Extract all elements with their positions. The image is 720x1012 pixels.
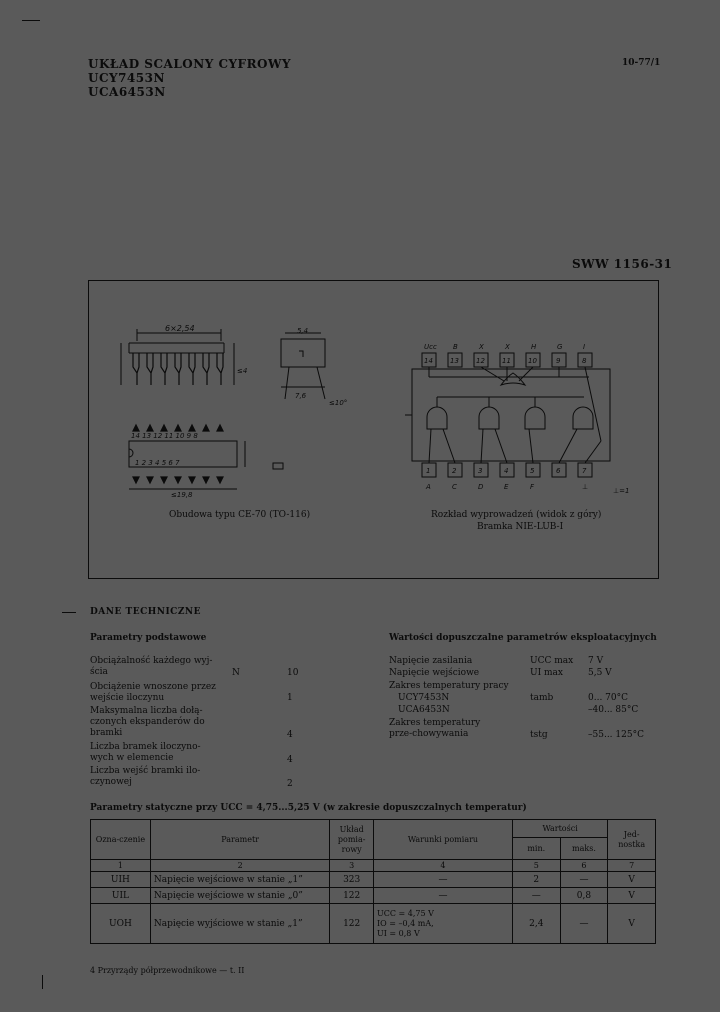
col-number: 3 — [330, 860, 374, 872]
svg-text:A: A — [426, 483, 431, 491]
svg-text:12: 12 — [476, 357, 485, 365]
footer-mark — [42, 975, 43, 989]
svg-text:D: D — [478, 483, 484, 491]
row-symbol: UIH — [91, 872, 151, 888]
limit-sym-5: tstg — [530, 730, 548, 740]
basic-param-sym-0: N — [232, 668, 240, 678]
svg-text:1: 1 — [426, 467, 431, 475]
table-row — [91, 888, 656, 904]
row-circuit: 323 — [330, 872, 374, 888]
svg-text:E: E — [504, 483, 509, 491]
pinout-diagram — [405, 353, 610, 477]
row-max: — — [560, 904, 608, 944]
pinout-caption-2: Bramka NIE-LUB-I — [477, 522, 564, 532]
svg-text:2: 2 — [452, 467, 457, 475]
row-min: — — [512, 888, 560, 904]
row-symbol: UIL — [91, 888, 151, 904]
limit-name-0: Napięcie zasilania — [389, 656, 473, 666]
svg-text:C: C — [452, 483, 457, 491]
row-condition-1: UCC = 4,75 V — [376, 908, 434, 918]
row-unit: V — [608, 888, 656, 904]
title-line1: UKŁAD SCALONY CYFROWY — [88, 57, 292, 71]
svg-text:⊥=1: ⊥=1 — [613, 487, 630, 495]
svg-text:3: 3 — [478, 467, 483, 475]
col-number: 4 — [373, 860, 512, 872]
limit-name-5: Zakres temperatury prze-chowywania — [389, 718, 481, 739]
table-row — [91, 872, 656, 888]
svg-text:≤4: ≤4 — [237, 367, 248, 375]
limit-name-2: Zakres temperatury pracy — [389, 681, 509, 691]
svg-text:X: X — [479, 343, 484, 351]
package-end-view — [281, 333, 325, 399]
row-max: — — [560, 872, 608, 888]
svg-text:4: 4 — [504, 467, 509, 475]
row-circuit: 122 — [330, 904, 374, 944]
basic-param-val-3: 4 — [287, 755, 293, 765]
basic-param-val-4: 2 — [287, 779, 293, 789]
basic-param-name-2: Maksymalna liczba dołą-czonych ekspanderów do bramki — [90, 706, 205, 738]
svg-text:G: G — [557, 343, 563, 351]
pinout-caption-1: Rozkład wyprowadzeń (widok z góry) — [431, 510, 602, 520]
row-min: 2,4 — [512, 904, 560, 944]
row-param: Napięcie wejściowe w stanie „1” — [150, 872, 330, 888]
basic-param-name-0: Obciążalność każdego wyj-ścia — [90, 656, 213, 677]
row-conditions: — — [373, 872, 512, 888]
limit-sym-1: UI max — [530, 668, 563, 678]
svg-text:5: 5 — [530, 467, 535, 475]
footer-text: 4 Przyrządy półprzewodnikowe — t. II — [90, 966, 245, 975]
row-condition-3: UI = 0,8 V — [376, 928, 420, 938]
basic-param-name-3: Liczba bramek iloczyno-wych w elemencie — [90, 742, 201, 763]
static-title: Parametry statyczne przy UCC = 4,75...5,25 V (w zakresie dopuszczalnych temperatur) — [90, 803, 527, 813]
svg-text:⊥: ⊥ — [582, 483, 589, 491]
limit-val-5: –55... 125°C — [588, 730, 644, 740]
col-number: 2 — [150, 860, 330, 872]
col-header-max: maks. — [560, 838, 608, 860]
limit-val-0: 7 V — [588, 656, 604, 666]
svg-text:I: I — [583, 343, 586, 351]
limit-val-3: 0... 70°C — [588, 693, 629, 703]
corner-mark — [22, 20, 40, 21]
basic-param-val-2: 4 — [287, 730, 293, 740]
title-line3: UCA6453N — [88, 85, 166, 99]
svg-text:≤10°: ≤10° — [329, 399, 348, 407]
col-header-param: Parametr — [150, 820, 330, 860]
dim-pitch-label: 6×2,54 — [165, 324, 195, 333]
svg-text:B: B — [453, 343, 458, 351]
svg-text:X: X — [505, 343, 510, 351]
package-caption: Obudowa typu CE-70 (TO-116) — [169, 510, 311, 520]
limit-sym-3: tamb — [530, 693, 554, 703]
basic-param-val-0: 10 — [287, 668, 299, 678]
limit-name-4: UCA6453N — [398, 705, 450, 715]
svg-text:H: H — [531, 343, 537, 351]
package-side-view — [121, 329, 234, 385]
svg-text:10: 10 — [528, 357, 537, 365]
table-row — [91, 904, 656, 944]
row-min: 2 — [512, 872, 560, 888]
title-line2: UCY7453N — [88, 71, 165, 85]
section-title: DANE TECHNICZNE — [90, 607, 201, 617]
basic-param-name-4: Liczba wejść bramki ilo-czynowej — [90, 766, 201, 787]
static-params-table — [90, 819, 656, 944]
svg-text:8: 8 — [582, 357, 587, 365]
package-and-pinout-drawing — [89, 281, 658, 578]
svg-text:5,4: 5,4 — [297, 327, 309, 335]
limit-name-3: UCY7453N — [398, 693, 450, 703]
row-param: Napięcie wyjściowe w stanie „1” — [150, 904, 330, 944]
limit-val-4: –40... 85°C — [588, 705, 639, 715]
svg-text:Ucc: Ucc — [424, 343, 437, 351]
row-conditions: — — [373, 888, 512, 904]
col-number: 7 — [608, 860, 656, 872]
col-header-symbol: Ozna-czenie — [91, 820, 151, 860]
figure-frame — [88, 280, 659, 579]
svg-text:≤19,8: ≤19,8 — [171, 491, 193, 499]
svg-text:1 2 3 4 5 6 7: 1 2 3 4 5 6 7 — [135, 459, 180, 467]
svg-text:13: 13 — [450, 357, 459, 365]
limits-title: Wartości dopuszczalne parametrów eksploatacyjnych — [389, 633, 657, 643]
col-header-min: min. — [512, 838, 560, 860]
row-conditions — [373, 904, 512, 944]
col-number: 5 — [512, 860, 560, 872]
svg-text:9: 9 — [556, 357, 561, 365]
basic-param-val-1: 1 — [287, 693, 293, 703]
svg-text:7,6: 7,6 — [295, 392, 307, 400]
basic-params-title: Parametry podstawowe — [90, 633, 207, 643]
svg-text:6: 6 — [556, 467, 561, 475]
col-number: 1 — [91, 860, 151, 872]
svg-text:7: 7 — [582, 467, 587, 475]
basic-param-name-1: Obciążenie wnoszone przez wejście iloczynu — [90, 682, 216, 703]
col-header-unit: Jed-nostka — [608, 820, 656, 860]
col-header-conditions: Warunki pomiaru — [373, 820, 512, 860]
section-mark — [62, 612, 76, 613]
svg-text:11: 11 — [502, 357, 511, 365]
row-circuit: 122 — [330, 888, 374, 904]
svg-text:14: 14 — [424, 357, 433, 365]
limit-name-1: Napięcie wejściowe — [389, 668, 480, 678]
document-code: 10-77/1 — [622, 58, 661, 68]
limit-sym-0: UCC max — [530, 656, 574, 666]
col-number: 6 — [560, 860, 608, 872]
col-header-values: Wartości — [512, 820, 607, 838]
row-max: 0,8 — [560, 888, 608, 904]
row-unit: V — [608, 904, 656, 944]
svg-text:F: F — [530, 483, 535, 491]
col-header-circuit: Układ pomia-rowy — [330, 820, 374, 860]
limit-val-1: 5,5 V — [588, 668, 612, 678]
sww-number: SWW 1156-31 — [572, 257, 673, 271]
row-param: Napięcie wejściowe w stanie „0” — [150, 888, 330, 904]
row-unit: V — [608, 872, 656, 888]
row-symbol: UOH — [91, 904, 151, 944]
svg-text:14 13 12 11 10 9 8: 14 13 12 11 10 9 8 — [131, 432, 198, 440]
row-condition-2: IO = –0,4 mA, — [376, 918, 434, 928]
